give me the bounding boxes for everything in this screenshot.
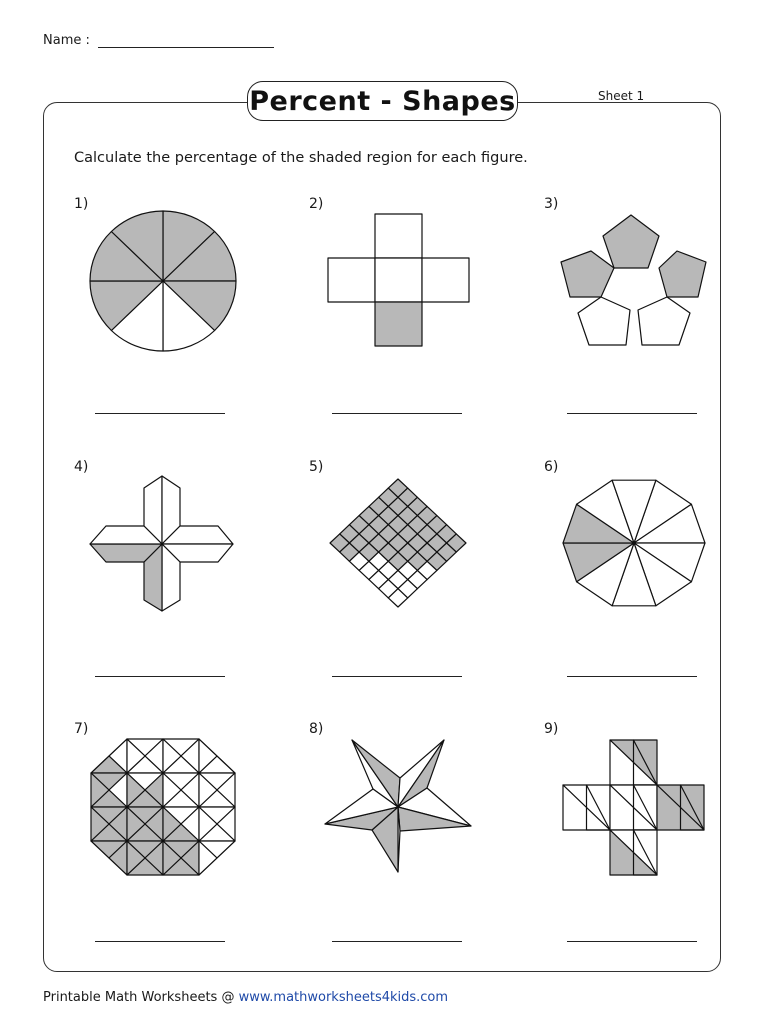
shaded-region (561, 251, 614, 297)
problem-8-number: 8) (309, 721, 324, 737)
unshaded-region (638, 297, 690, 345)
answer-line-3[interactable] (567, 413, 697, 414)
problem-1-number: 1) (74, 196, 89, 212)
problem-2-number: 2) (309, 196, 324, 212)
figure-8-star (322, 738, 474, 876)
answer-line-2[interactable] (332, 413, 462, 414)
unshaded-region (375, 214, 422, 258)
instructions: Calculate the percentage of the shaded region for each figure. (74, 150, 528, 166)
page-title: Percent - Shapes (249, 85, 516, 117)
figure-2-cross (327, 213, 471, 349)
problem-7-number: 7) (74, 721, 89, 737)
answer-line-6[interactable] (567, 676, 697, 677)
unshaded-region (328, 258, 375, 302)
name-label: Name : (43, 33, 90, 48)
shaded-region (375, 302, 422, 346)
name-row (43, 33, 274, 48)
shaded-region (659, 251, 706, 297)
figure-4-cross-star (88, 474, 236, 614)
figure-3-pentagons (558, 212, 710, 350)
answer-line-7[interactable] (95, 941, 225, 942)
problem-6-number: 6) (544, 459, 559, 475)
problem-9-number: 9) (544, 721, 559, 737)
shaded-region (603, 215, 659, 268)
footer-prefix: Printable Math Worksheets @ (43, 990, 239, 1005)
problem-5-number: 5) (309, 459, 324, 475)
figure-5-grid-diamond (328, 476, 468, 610)
unshaded-region (422, 258, 469, 302)
figure-7-octagon (88, 736, 238, 876)
footer-link[interactable]: www.mathworksheets4kids.com (238, 990, 449, 1005)
answer-line-8[interactable] (332, 941, 462, 942)
problem-3-number: 3) (544, 196, 559, 212)
name-field[interactable] (98, 33, 274, 48)
unshaded-region (578, 297, 630, 345)
unshaded-region (375, 258, 422, 302)
answer-line-5[interactable] (332, 676, 462, 677)
answer-line-9[interactable] (567, 941, 697, 942)
problem-4-number: 4) (74, 459, 89, 475)
title-box (247, 81, 518, 121)
figure-9-cross-triangles (561, 738, 707, 876)
footer (43, 990, 448, 1005)
sheet-label: Sheet 1 (598, 89, 645, 103)
answer-line-1[interactable] (95, 413, 225, 414)
figure-6-decagon (560, 476, 708, 610)
answer-line-4[interactable] (95, 676, 225, 677)
figure-1-circle (88, 212, 238, 352)
